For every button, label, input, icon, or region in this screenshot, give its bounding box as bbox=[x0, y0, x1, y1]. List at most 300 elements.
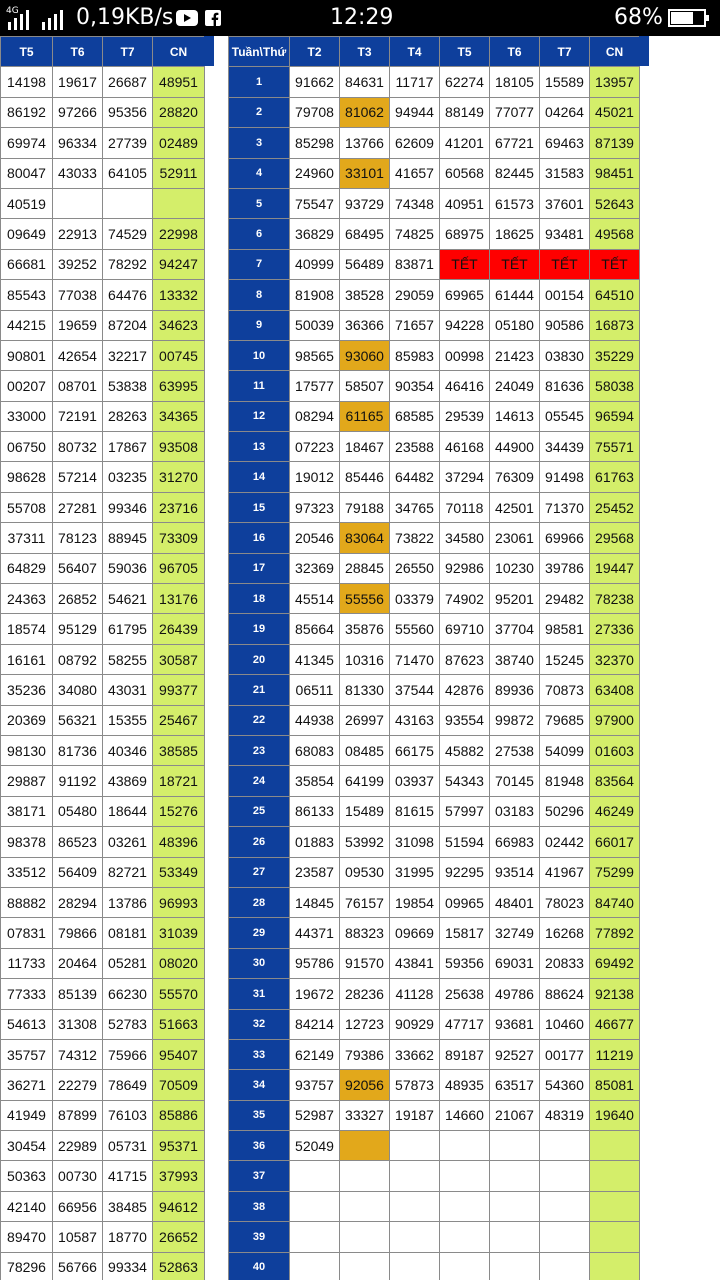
cn-cell: 00745 bbox=[153, 340, 205, 370]
result-cell: 91662 bbox=[290, 67, 340, 97]
week-number: 4 bbox=[229, 158, 290, 188]
result-cell: 77077 bbox=[490, 97, 540, 127]
column-header: T3 bbox=[340, 37, 390, 67]
result-cell: 47717 bbox=[440, 1009, 490, 1039]
week-number: 25 bbox=[229, 796, 290, 826]
cn-cell: 13332 bbox=[153, 280, 205, 310]
result-cell: 13766 bbox=[340, 128, 390, 158]
result-cell: 50296 bbox=[540, 796, 590, 826]
result-cell: 43869 bbox=[103, 766, 153, 796]
table-row bbox=[229, 796, 640, 826]
result-cell: 74825 bbox=[390, 219, 440, 249]
result-cell bbox=[53, 188, 103, 218]
result-cell: 87204 bbox=[103, 310, 153, 340]
week-number: 27 bbox=[229, 857, 290, 887]
result-cell: 05545 bbox=[540, 401, 590, 431]
result-cell: 93681 bbox=[490, 1009, 540, 1039]
cn-cell: 94612 bbox=[153, 1191, 205, 1221]
table-row bbox=[229, 553, 640, 583]
result-cell: 81330 bbox=[340, 675, 390, 705]
cn-cell: 13957 bbox=[590, 67, 640, 97]
table-row bbox=[229, 1222, 640, 1252]
result-cell: 88149 bbox=[440, 97, 490, 127]
result-cell: 28236 bbox=[340, 979, 390, 1009]
result-cell: 42140 bbox=[1, 1191, 53, 1221]
week-number: 37 bbox=[229, 1161, 290, 1191]
result-cell: 95129 bbox=[53, 614, 103, 644]
week-number: 3 bbox=[229, 128, 290, 158]
result-cell: 08701 bbox=[53, 371, 103, 401]
cn-cell: 63408 bbox=[590, 675, 640, 705]
result-cell: 37704 bbox=[490, 614, 540, 644]
table-row bbox=[1, 584, 205, 614]
result-cell: 42654 bbox=[53, 340, 103, 370]
result-cell: 28294 bbox=[53, 887, 103, 917]
result-cell: 79188 bbox=[340, 492, 390, 522]
week-number: 26 bbox=[229, 827, 290, 857]
week-number: 29 bbox=[229, 918, 290, 948]
result-cell: 32369 bbox=[290, 553, 340, 583]
result-cell: 69463 bbox=[540, 128, 590, 158]
result-cell: 16268 bbox=[540, 918, 590, 948]
table-row bbox=[1, 1161, 205, 1191]
result-cell: 68585 bbox=[390, 401, 440, 431]
result-cell: 43033 bbox=[53, 158, 103, 188]
result-cell: 03235 bbox=[103, 462, 153, 492]
result-cell: 57997 bbox=[440, 796, 490, 826]
result-cell: 03937 bbox=[390, 766, 440, 796]
cn-cell: 11219 bbox=[590, 1039, 640, 1069]
result-cell: 07831 bbox=[1, 918, 53, 948]
result-cell: 49786 bbox=[490, 979, 540, 1009]
result-cell: 69966 bbox=[540, 523, 590, 553]
table-row bbox=[1, 492, 205, 522]
result-cell: 09965 bbox=[440, 887, 490, 917]
result-cell: 27281 bbox=[53, 492, 103, 522]
result-cell: 92986 bbox=[440, 553, 490, 583]
cn-cell: 96993 bbox=[153, 887, 205, 917]
result-cell: 24363 bbox=[1, 584, 53, 614]
table-row bbox=[229, 432, 640, 462]
result-cell: 61573 bbox=[490, 188, 540, 218]
result-cell: 18467 bbox=[340, 432, 390, 462]
cn-cell: 48396 bbox=[153, 827, 205, 857]
week-number: 30 bbox=[229, 948, 290, 978]
week-number: 7 bbox=[229, 249, 290, 279]
result-cell: 19187 bbox=[390, 1100, 440, 1130]
result-cell: 88624 bbox=[540, 979, 590, 1009]
week-number: 18 bbox=[229, 584, 290, 614]
table-row bbox=[229, 523, 640, 553]
column-header: T2 bbox=[290, 37, 340, 67]
lottery-results-view[interactable] bbox=[0, 36, 720, 1280]
cn-cell: 84740 bbox=[590, 887, 640, 917]
table-row bbox=[1, 219, 205, 249]
result-cell: 03830 bbox=[540, 340, 590, 370]
cn-cell: 26652 bbox=[153, 1222, 205, 1252]
result-cell: 93514 bbox=[490, 857, 540, 887]
table-row bbox=[229, 614, 640, 644]
cn-cell: 73309 bbox=[153, 523, 205, 553]
result-cell: 85543 bbox=[1, 280, 53, 310]
cn-cell: 02489 bbox=[153, 128, 205, 158]
result-cell: 74348 bbox=[390, 188, 440, 218]
result-cell: 97266 bbox=[53, 97, 103, 127]
result-cell bbox=[440, 1131, 490, 1161]
result-cell: 15817 bbox=[440, 918, 490, 948]
table-row bbox=[229, 1009, 640, 1039]
result-cell: 24960 bbox=[290, 158, 340, 188]
result-cell: 22989 bbox=[53, 1131, 103, 1161]
result-cell: 54613 bbox=[1, 1009, 53, 1039]
result-cell: 09530 bbox=[340, 857, 390, 887]
result-cell bbox=[540, 1252, 590, 1280]
result-cell: 33000 bbox=[1, 401, 53, 431]
result-cell: 86192 bbox=[1, 97, 53, 127]
cn-cell: 93508 bbox=[153, 432, 205, 462]
table-row bbox=[229, 310, 640, 340]
cn-cell: 19447 bbox=[590, 553, 640, 583]
result-cell: 00154 bbox=[540, 280, 590, 310]
table-row bbox=[1, 1100, 205, 1130]
cn-cell: 52643 bbox=[590, 188, 640, 218]
result-cell: 76103 bbox=[103, 1100, 153, 1130]
result-cell bbox=[340, 1191, 390, 1221]
result-cell bbox=[390, 1222, 440, 1252]
result-cell: 70118 bbox=[440, 492, 490, 522]
result-cell: 67721 bbox=[490, 128, 540, 158]
cn-cell: 28820 bbox=[153, 97, 205, 127]
result-cell: 26550 bbox=[390, 553, 440, 583]
result-cell: 05281 bbox=[103, 948, 153, 978]
result-cell: 52049 bbox=[290, 1131, 340, 1161]
result-cell: 81736 bbox=[53, 735, 103, 765]
cn-cell: 23716 bbox=[153, 492, 205, 522]
table-row bbox=[1, 340, 205, 370]
result-cell: 88882 bbox=[1, 887, 53, 917]
table-row bbox=[229, 948, 640, 978]
table-row bbox=[1, 188, 205, 218]
table-row bbox=[1, 827, 205, 857]
column-header: CN bbox=[153, 37, 205, 67]
cn-cell: 78238 bbox=[590, 584, 640, 614]
table-row bbox=[229, 1070, 640, 1100]
result-cell: 94944 bbox=[390, 97, 440, 127]
cn-cell: 49568 bbox=[590, 219, 640, 249]
cn-cell: 87139 bbox=[590, 128, 640, 158]
table-row bbox=[229, 1100, 640, 1130]
result-cell: 80047 bbox=[1, 158, 53, 188]
result-cell: 05180 bbox=[490, 310, 540, 340]
cn-cell: 58038 bbox=[590, 371, 640, 401]
result-cell: 63517 bbox=[490, 1070, 540, 1100]
result-cell: 74902 bbox=[440, 584, 490, 614]
result-cell: 29887 bbox=[1, 766, 53, 796]
result-cell: 35236 bbox=[1, 675, 53, 705]
result-cell: 02442 bbox=[540, 827, 590, 857]
result-cell bbox=[340, 1161, 390, 1191]
result-cell bbox=[290, 1161, 340, 1191]
results-table-partial bbox=[0, 36, 205, 1280]
result-cell: 42876 bbox=[440, 675, 490, 705]
week-number: 31 bbox=[229, 979, 290, 1009]
result-cell bbox=[390, 1191, 440, 1221]
result-cell: 05480 bbox=[53, 796, 103, 826]
result-cell: 18574 bbox=[1, 614, 53, 644]
result-cell: 72191 bbox=[53, 401, 103, 431]
result-cell: 90354 bbox=[390, 371, 440, 401]
result-cell: 62609 bbox=[390, 128, 440, 158]
result-cell: 64105 bbox=[103, 158, 153, 188]
result-cell: 98628 bbox=[1, 462, 53, 492]
result-cell: 78292 bbox=[103, 249, 153, 279]
result-cell: 43031 bbox=[103, 675, 153, 705]
result-cell: 88323 bbox=[340, 918, 390, 948]
cn-cell: 16873 bbox=[590, 310, 640, 340]
result-cell: 34765 bbox=[390, 492, 440, 522]
result-cell: 55560 bbox=[390, 614, 440, 644]
result-cell: 43163 bbox=[390, 705, 440, 735]
table-row bbox=[1, 644, 205, 674]
cn-cell: 46677 bbox=[590, 1009, 640, 1039]
cn-cell bbox=[590, 1161, 640, 1191]
cn-cell: 75571 bbox=[590, 432, 640, 462]
result-cell: 29539 bbox=[440, 401, 490, 431]
cn-cell: 37993 bbox=[153, 1161, 205, 1191]
cn-cell bbox=[590, 1191, 640, 1221]
result-cell bbox=[390, 1161, 440, 1191]
result-cell: 87899 bbox=[53, 1100, 103, 1130]
highlighted-cell: 61165 bbox=[340, 401, 390, 431]
result-cell: 98378 bbox=[1, 827, 53, 857]
result-cell: 19617 bbox=[53, 67, 103, 97]
result-cell: 80732 bbox=[53, 432, 103, 462]
column-header: T5 bbox=[440, 37, 490, 67]
column-header: T4 bbox=[390, 37, 440, 67]
network-type-label: 4G bbox=[6, 6, 19, 16]
week-number: 14 bbox=[229, 462, 290, 492]
result-cell: 30454 bbox=[1, 1131, 53, 1161]
cn-cell: 38585 bbox=[153, 735, 205, 765]
result-cell: 10230 bbox=[490, 553, 540, 583]
week-number: 9 bbox=[229, 310, 290, 340]
result-cell: 19672 bbox=[290, 979, 340, 1009]
table-row bbox=[229, 401, 640, 431]
result-cell: 32217 bbox=[103, 340, 153, 370]
result-cell bbox=[490, 1222, 540, 1252]
result-cell: 58255 bbox=[103, 644, 153, 674]
result-cell: 00998 bbox=[440, 340, 490, 370]
result-cell: 33512 bbox=[1, 857, 53, 887]
cn-cell: 53349 bbox=[153, 857, 205, 887]
result-cell: 31995 bbox=[390, 857, 440, 887]
header-extension bbox=[639, 36, 649, 66]
result-cell: 11733 bbox=[1, 948, 53, 978]
cn-cell: 95371 bbox=[153, 1131, 205, 1161]
status-bar bbox=[0, 0, 720, 36]
result-cell: 74312 bbox=[53, 1039, 103, 1069]
cn-cell: 64510 bbox=[590, 280, 640, 310]
result-cell: 15489 bbox=[340, 796, 390, 826]
result-cell: 38528 bbox=[340, 280, 390, 310]
highlighted-cell: 33101 bbox=[340, 158, 390, 188]
result-cell: 39786 bbox=[540, 553, 590, 583]
result-cell bbox=[440, 1191, 490, 1221]
result-cell bbox=[490, 1161, 540, 1191]
result-cell: 66230 bbox=[103, 979, 153, 1009]
result-cell bbox=[490, 1131, 540, 1161]
result-cell: 56766 bbox=[53, 1252, 103, 1280]
result-cell: 41949 bbox=[1, 1100, 53, 1130]
result-cell: 81908 bbox=[290, 280, 340, 310]
cn-cell: 97900 bbox=[590, 705, 640, 735]
result-cell: 44938 bbox=[290, 705, 340, 735]
result-cell: 33327 bbox=[340, 1100, 390, 1130]
cn-cell: 01603 bbox=[590, 735, 640, 765]
table-row bbox=[1, 97, 205, 127]
result-cell: 52783 bbox=[103, 1009, 153, 1039]
table-row bbox=[229, 705, 640, 735]
result-cell: 19012 bbox=[290, 462, 340, 492]
result-cell: 61795 bbox=[103, 614, 153, 644]
result-cell: 41715 bbox=[103, 1161, 153, 1191]
table-row bbox=[1, 1070, 205, 1100]
week-number: 1 bbox=[229, 67, 290, 97]
week-number: 28 bbox=[229, 887, 290, 917]
cn-cell bbox=[590, 1131, 640, 1161]
result-cell: 20369 bbox=[1, 705, 53, 735]
result-cell: 66983 bbox=[490, 827, 540, 857]
result-cell: 38485 bbox=[103, 1191, 153, 1221]
result-cell: 59356 bbox=[440, 948, 490, 978]
result-cell: 46416 bbox=[440, 371, 490, 401]
highlighted-cell bbox=[340, 1131, 390, 1161]
cn-cell: 35229 bbox=[590, 340, 640, 370]
result-cell: 70145 bbox=[490, 766, 540, 796]
cn-cell: 55570 bbox=[153, 979, 205, 1009]
result-cell: 69031 bbox=[490, 948, 540, 978]
result-cell: 37601 bbox=[540, 188, 590, 218]
result-cell: 41967 bbox=[540, 857, 590, 887]
result-cell: 90929 bbox=[390, 1009, 440, 1039]
table-row bbox=[1, 1131, 205, 1161]
result-cell: 87623 bbox=[440, 644, 490, 674]
result-cell: 28845 bbox=[340, 553, 390, 583]
table-row bbox=[229, 1131, 640, 1161]
cn-cell: 30587 bbox=[153, 644, 205, 674]
result-cell bbox=[490, 1191, 540, 1221]
result-cell: 01883 bbox=[290, 827, 340, 857]
table-row bbox=[229, 827, 640, 857]
result-cell: 54343 bbox=[440, 766, 490, 796]
result-cell bbox=[540, 1191, 590, 1221]
result-cell: 37294 bbox=[440, 462, 490, 492]
table-row bbox=[229, 492, 640, 522]
table-row bbox=[229, 249, 640, 279]
week-number: 8 bbox=[229, 280, 290, 310]
table-row bbox=[229, 584, 640, 614]
result-cell: 03183 bbox=[490, 796, 540, 826]
result-cell: 71470 bbox=[390, 644, 440, 674]
cn-cell: 69492 bbox=[590, 948, 640, 978]
result-cell: 85139 bbox=[53, 979, 103, 1009]
result-cell: 82445 bbox=[490, 158, 540, 188]
week-number: 23 bbox=[229, 735, 290, 765]
cn-cell: 52911 bbox=[153, 158, 205, 188]
result-cell: 71657 bbox=[390, 310, 440, 340]
result-cell: 38740 bbox=[490, 644, 540, 674]
result-cell: 68495 bbox=[340, 219, 390, 249]
result-cell: 85298 bbox=[290, 128, 340, 158]
result-cell: 13786 bbox=[103, 887, 153, 917]
result-cell: 43841 bbox=[390, 948, 440, 978]
signal-icon bbox=[8, 8, 70, 30]
cn-cell: 85886 bbox=[153, 1100, 205, 1130]
result-cell: 90586 bbox=[540, 310, 590, 340]
result-cell: 44900 bbox=[490, 432, 540, 462]
result-cell: 64199 bbox=[340, 766, 390, 796]
result-cell: 33662 bbox=[390, 1039, 440, 1069]
cn-cell bbox=[153, 188, 205, 218]
table-row bbox=[1, 796, 205, 826]
result-cell: 20546 bbox=[290, 523, 340, 553]
result-cell: 00207 bbox=[1, 371, 53, 401]
result-cell: 35757 bbox=[1, 1039, 53, 1069]
table-row bbox=[229, 735, 640, 765]
result-cell: 53992 bbox=[340, 827, 390, 857]
result-cell: 27739 bbox=[103, 128, 153, 158]
result-cell: 64482 bbox=[390, 462, 440, 492]
result-cell: 96334 bbox=[53, 128, 103, 158]
tet-holiday-cell: TẾT bbox=[440, 249, 490, 279]
result-cell: 59036 bbox=[103, 553, 153, 583]
cn-cell: 46249 bbox=[590, 796, 640, 826]
table-row bbox=[229, 128, 640, 158]
result-cell: 26997 bbox=[340, 705, 390, 735]
table-row bbox=[229, 1191, 640, 1221]
result-cell: 48319 bbox=[540, 1100, 590, 1130]
table-row bbox=[1, 979, 205, 1009]
result-cell: 77038 bbox=[53, 280, 103, 310]
result-cell: 78023 bbox=[540, 887, 590, 917]
table-row bbox=[1, 462, 205, 492]
result-cell: 06511 bbox=[290, 675, 340, 705]
result-cell: 22913 bbox=[53, 219, 103, 249]
cn-cell: 45021 bbox=[590, 97, 640, 127]
result-cell: 54360 bbox=[540, 1070, 590, 1100]
result-cell: 10460 bbox=[540, 1009, 590, 1039]
result-cell: 85983 bbox=[390, 340, 440, 370]
cn-cell: 66017 bbox=[590, 827, 640, 857]
result-cell: 95356 bbox=[103, 97, 153, 127]
week-number: 17 bbox=[229, 553, 290, 583]
table-row bbox=[1, 614, 205, 644]
cn-cell: 48951 bbox=[153, 67, 205, 97]
result-cell: 73822 bbox=[390, 523, 440, 553]
cn-cell: 22998 bbox=[153, 219, 205, 249]
table-row bbox=[1, 67, 205, 97]
table-row bbox=[1, 948, 205, 978]
table-row bbox=[1, 857, 205, 887]
result-cell: 34439 bbox=[540, 432, 590, 462]
result-cell: 68975 bbox=[440, 219, 490, 249]
result-cell: 23587 bbox=[290, 857, 340, 887]
cn-cell: 25467 bbox=[153, 705, 205, 735]
result-cell bbox=[390, 1131, 440, 1161]
result-cell: 41657 bbox=[390, 158, 440, 188]
result-cell: 83871 bbox=[390, 249, 440, 279]
result-cell: 08294 bbox=[290, 401, 340, 431]
